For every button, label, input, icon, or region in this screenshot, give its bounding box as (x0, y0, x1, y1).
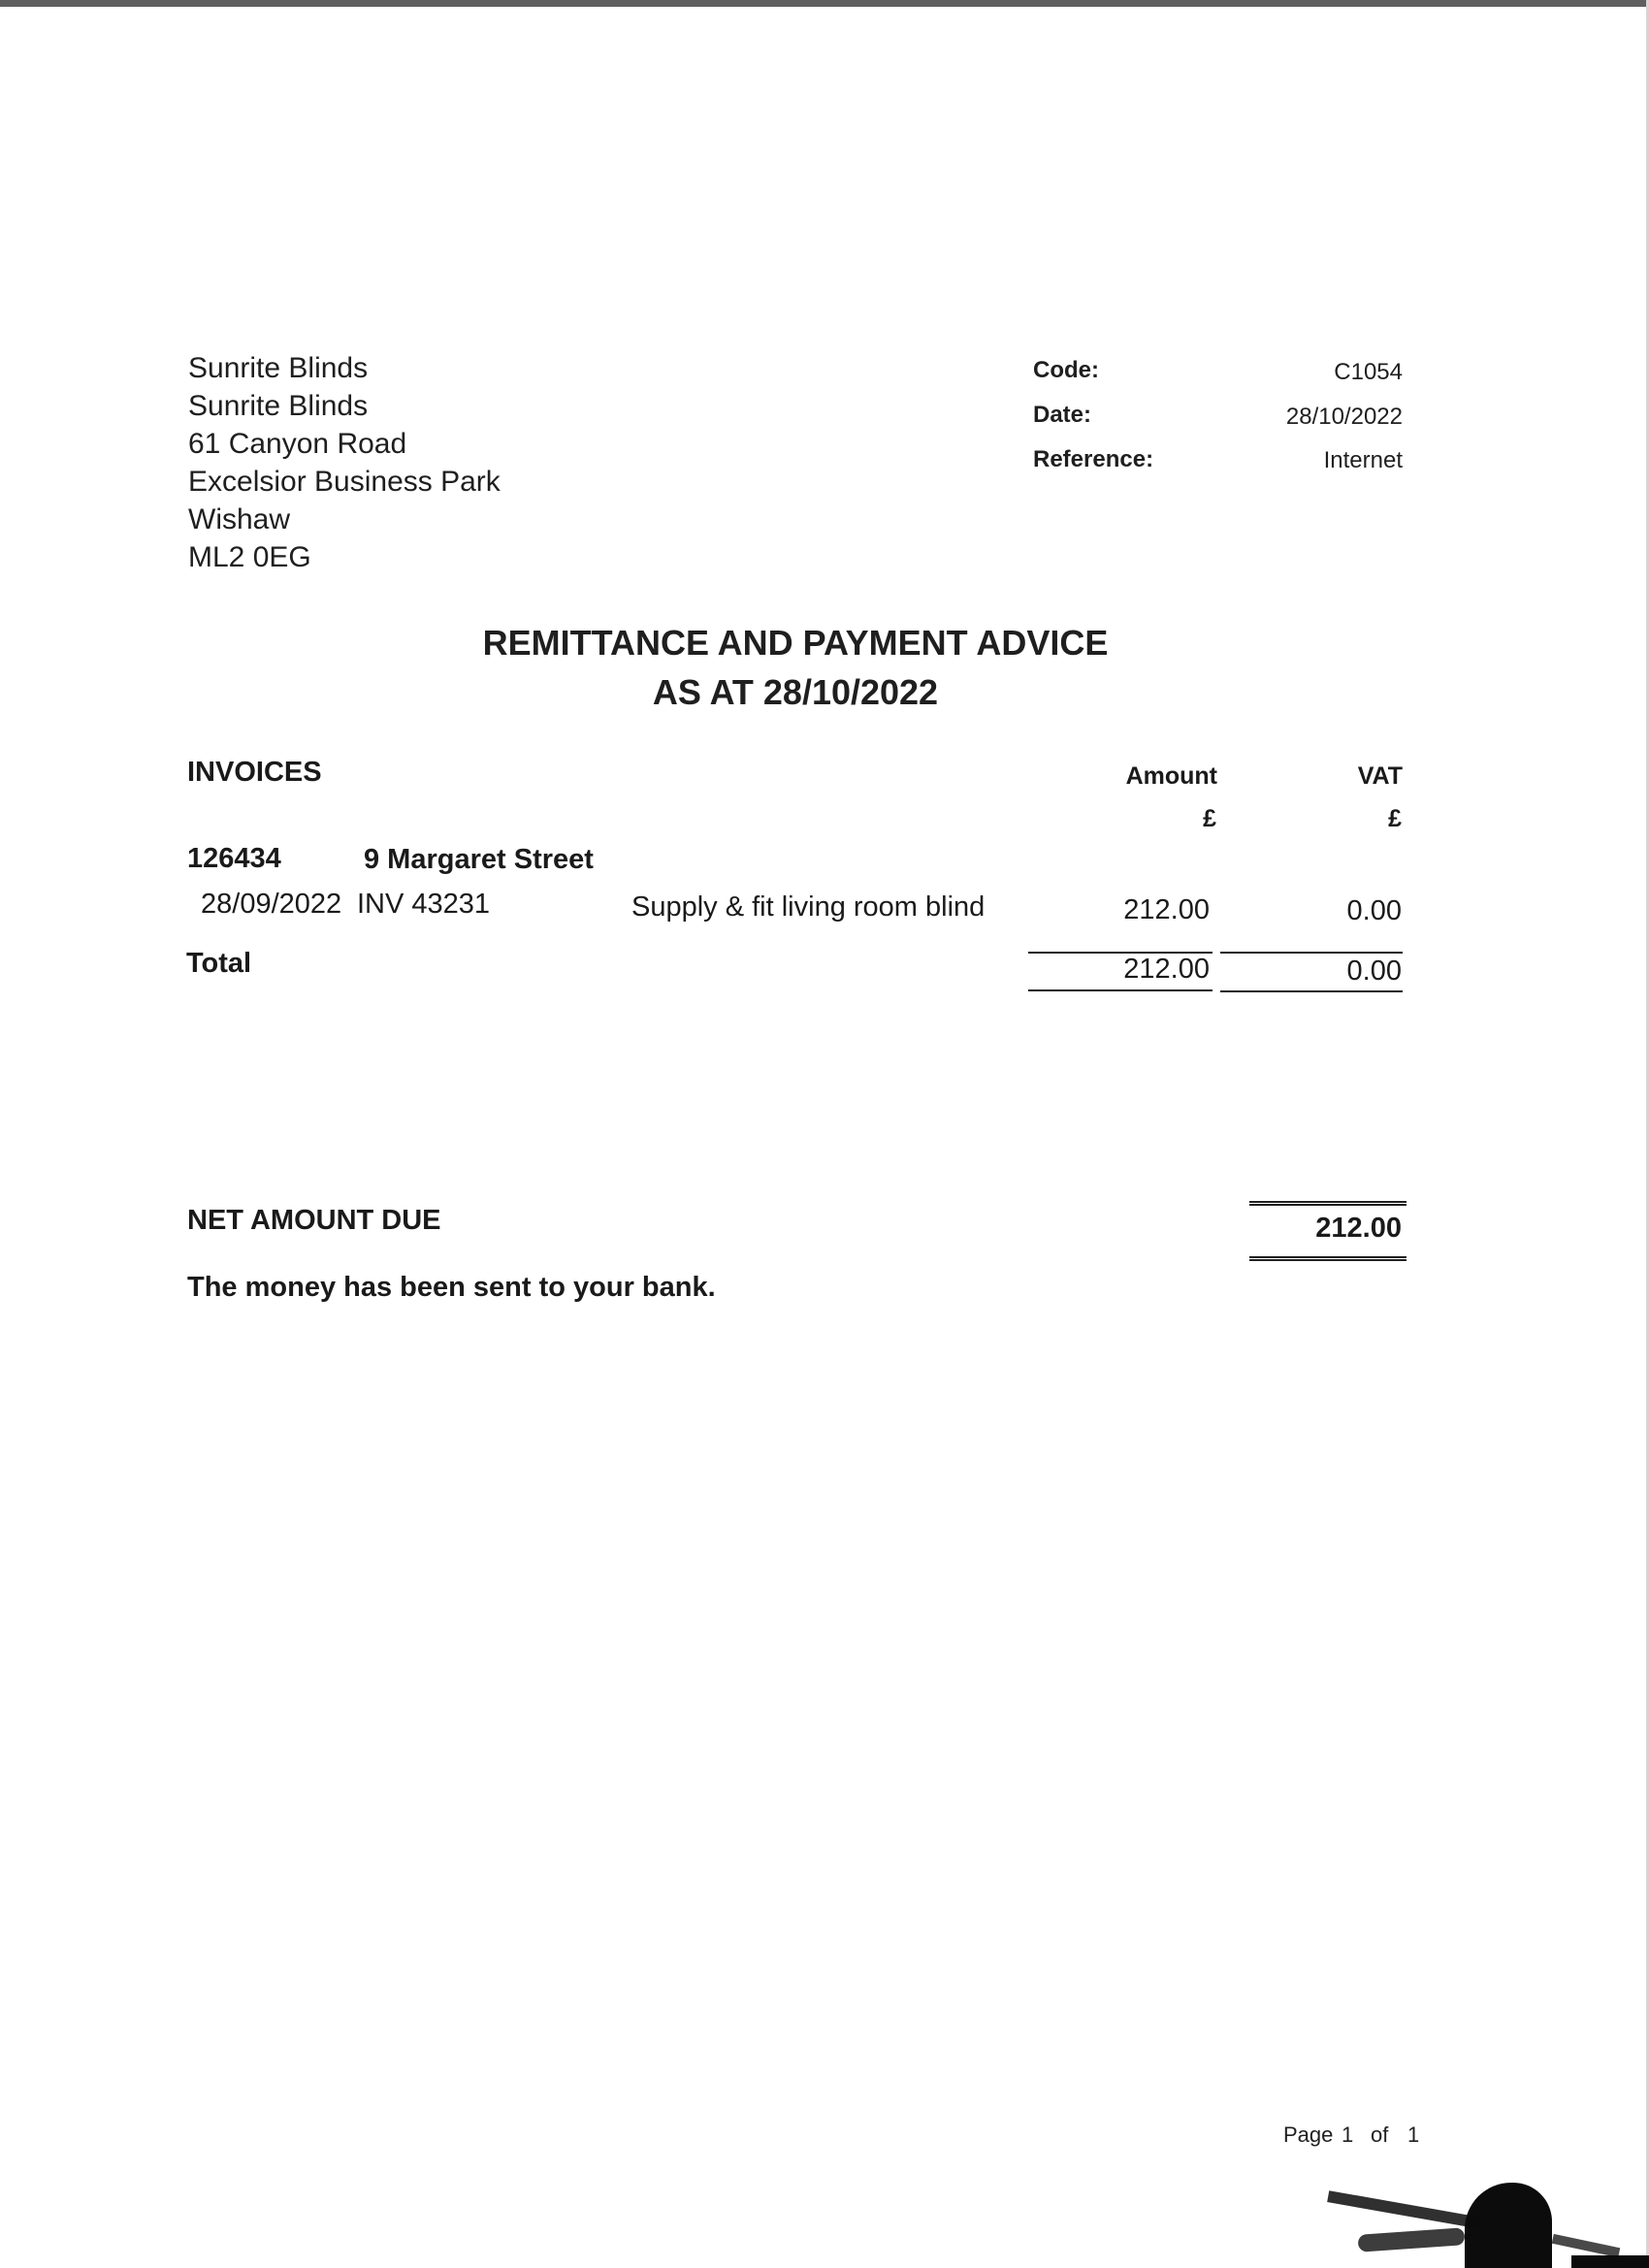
amount-column-header: Amount (1125, 762, 1217, 790)
scan-top-edge (0, 0, 1649, 7)
document-subtitle: AS AT 28/10/2022 (652, 672, 939, 712)
of-word: of (1371, 2122, 1389, 2147)
net-amount-value: 212.00 (1315, 1213, 1402, 1244)
vat-column-header: VAT (1357, 762, 1403, 790)
reference-value: Internet (1323, 447, 1403, 473)
account-number: 126434 (187, 843, 281, 874)
address-line: Sunrite Blinds (188, 352, 369, 384)
invoice-date: 28/09/2022 (201, 889, 342, 920)
page-number: 1 (1342, 2122, 1354, 2147)
date-value: 28/10/2022 (1285, 404, 1403, 430)
invoice-number: INV 43231 (357, 889, 491, 920)
date-label: Date: (1033, 402, 1092, 428)
address-line: Excelsior Business Park (188, 466, 501, 498)
reference-label: Reference: (1033, 446, 1154, 472)
total-vat: 0.00 (1346, 956, 1402, 987)
amount-currency-symbol: £ (1203, 805, 1216, 832)
document-title: REMITTANCE AND PAYMENT ADVICE (482, 623, 1109, 663)
invoice-vat: 0.00 (1346, 895, 1402, 926)
vat-currency-symbol: £ (1388, 805, 1402, 832)
page-total: 1 (1407, 2122, 1420, 2147)
address-line: 61 Canyon Road (188, 428, 407, 460)
sender-address (188, 349, 501, 576)
site-address: 9 Margaret Street (364, 844, 594, 875)
invoices-section-label: INVOICES (187, 757, 322, 788)
amount-total-bottom-rule (1028, 989, 1212, 991)
address-line: Sunrite Blinds (188, 390, 369, 422)
invoice-amount: 212.00 (1123, 894, 1210, 925)
invoice-description: Supply & fit living room blind (631, 891, 986, 923)
vat-total-bottom-rule (1220, 990, 1403, 992)
address-line: Wishaw (188, 503, 291, 535)
address-line: ML2 0EG (188, 541, 311, 573)
net-amount-label: NET AMOUNT DUE (187, 1205, 441, 1236)
page-word: Page (1283, 2122, 1334, 2147)
total-label: Total (186, 948, 252, 979)
code-value: C1054 (1334, 359, 1403, 385)
code-label: Code: (1033, 357, 1099, 383)
total-amount: 212.00 (1123, 954, 1210, 985)
payment-message: The money has been sent to your bank. (187, 1272, 716, 1303)
vat-total-top-rule (1220, 952, 1403, 954)
